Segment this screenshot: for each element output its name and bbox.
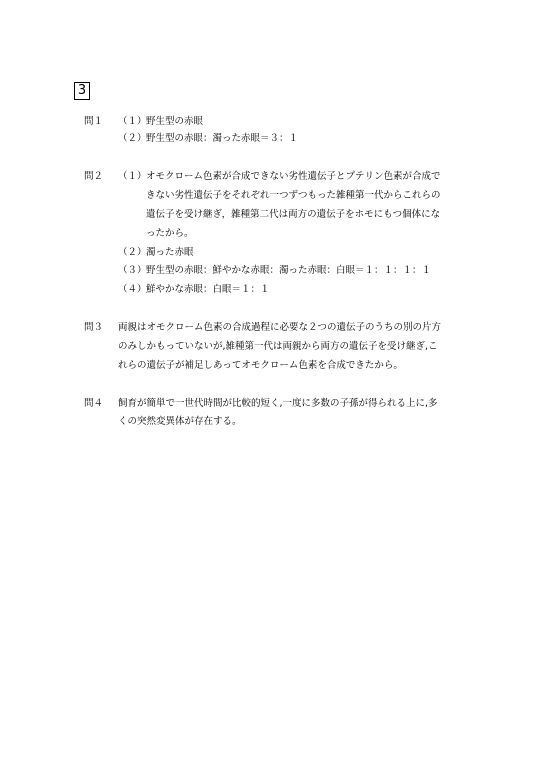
q2-item-3-text: 野生型の赤眼：鮮やかな赤眼：濁った赤眼：白眼＝１：１：１：１ xyxy=(146,265,432,276)
q2-item-3-number: （３） xyxy=(118,265,147,276)
q1-item-2-number: （２） xyxy=(118,133,147,144)
question-2-label: 問２ xyxy=(84,171,104,182)
q2-item-1-number: （１） xyxy=(118,171,147,182)
q1-item-2-text: 野生型の赤眼：濁った赤眼＝３：１ xyxy=(146,133,299,144)
q3-line-1: 両親はオモクローム色素の合成過程に必要な２つの遺伝子のうちの別の片方 xyxy=(118,322,442,333)
q3-line-3: れらの遺伝子が補足しあってオモクローム色素を合成できたから。 xyxy=(118,360,403,371)
q2-item-2-number: （２） xyxy=(118,247,147,258)
question-4-label: 問４ xyxy=(84,398,104,409)
q2-item-4-number: （４） xyxy=(118,284,147,295)
q2-item-2-text: 濁った赤眼 xyxy=(146,247,194,258)
q2-item-1-line-2: きない劣性遺伝子をそれぞれ一つずつもった雑種第一代からこれらの xyxy=(146,190,441,201)
q2-item-1-line-4: ったから。 xyxy=(146,228,194,239)
q2-item-4-text: 鮮やかな赤眼：白眼＝１：１ xyxy=(146,284,270,295)
q1-item-1-number: （１） xyxy=(118,116,147,127)
q4-line-2: くの突然変異体が存在する。 xyxy=(118,416,242,427)
q2-item-1-line-3: 遺伝子を受け継ぎ，雑種第二代は両方の遺伝子をホモにもつ個体にな xyxy=(146,209,441,220)
q4-line-1: 飼育が簡単で一世代時間が比較的短く,一度に多数の子孫が得られる上に,多 xyxy=(118,398,438,409)
question-1-label: 問１ xyxy=(84,116,104,127)
q3-line-2: のみしかもっていないが,雑種第一代は両親から両方の遺伝子を受け継ぎ,こ xyxy=(118,341,438,352)
q2-item-1-line-1: オモクローム色素が合成できない劣性遺伝子とプテリン色素が合成で xyxy=(146,171,441,182)
section-number-box: 3 xyxy=(74,82,90,100)
question-3-label: 問３ xyxy=(84,322,104,333)
q1-item-1-text: 野生型の赤眼 xyxy=(146,116,204,127)
